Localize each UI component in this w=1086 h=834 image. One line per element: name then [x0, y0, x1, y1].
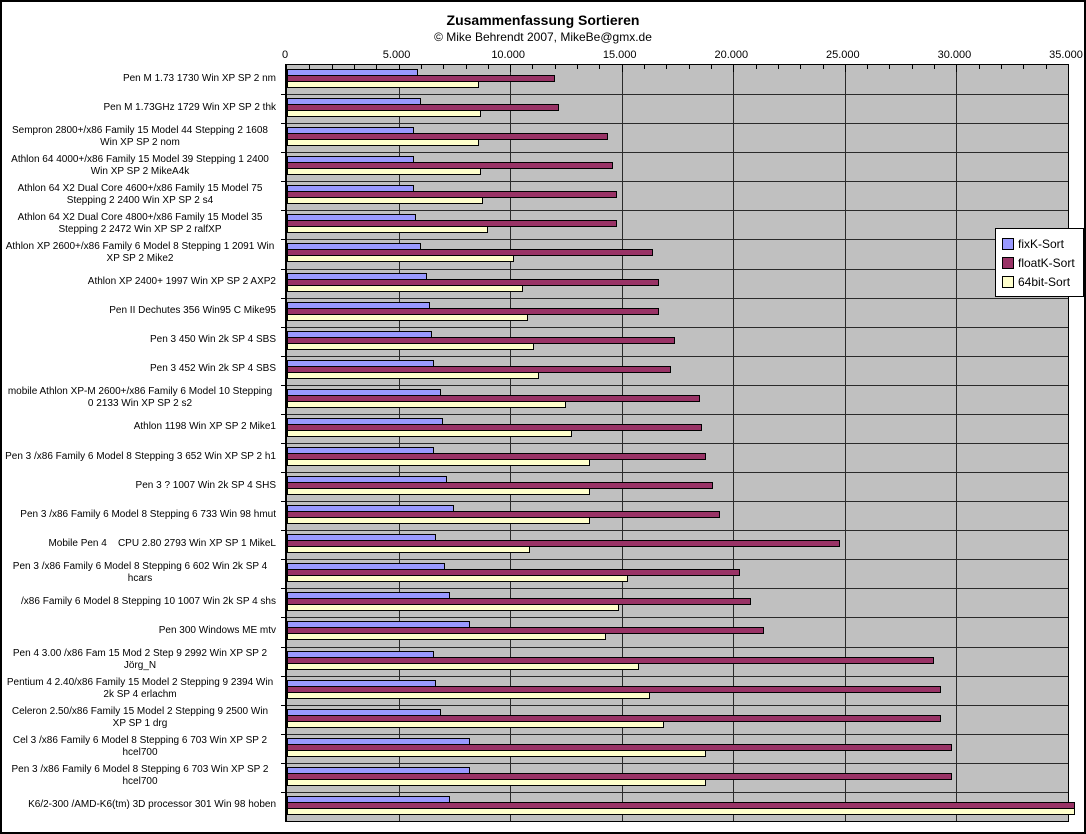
- minor-tick: [979, 65, 980, 69]
- category-gridline: [287, 588, 1068, 589]
- value-axis-tick-labels: [281, 49, 1083, 63]
- category-axis-tick: [281, 356, 286, 357]
- bar-64bit-sort: [287, 430, 572, 437]
- minor-tick: [889, 65, 890, 69]
- category-axis-tick: [281, 269, 286, 270]
- minor-tick: [555, 65, 556, 69]
- minor-tick: [421, 65, 422, 69]
- value-axis-tick-label: 20.000: [714, 49, 749, 61]
- legend: [995, 228, 1084, 297]
- category-gridline: [287, 763, 1068, 764]
- category-axis-tick: [281, 385, 286, 386]
- legend-label-64bit-sort: 64bit-Sort: [1018, 274, 1071, 289]
- bar-64bit-sort: [287, 750, 706, 757]
- category-label: Pen 300 Windows ME mtv: [158, 624, 276, 636]
- category-axis-tick: [281, 123, 286, 124]
- category-label: Pen 3 /x86 Family 6 Model 8 Stepping 6 703 Win XP SP 2 hcel700: [11, 764, 272, 788]
- category-label: Mobile Pen 4 CPU 2.80 2793 Win XP SP 1 MikeL: [48, 537, 276, 549]
- category-gridline: [287, 501, 1068, 502]
- minor-tick: [778, 65, 779, 69]
- category-gridline: [287, 414, 1068, 415]
- minor-tick: [466, 65, 467, 69]
- category-label: Sempron 2800+/x86 Family 15 Model 44 Stepping 2 1608 Win XP SP 2 nom: [11, 124, 271, 148]
- category-label: Athlon 64 X2 Dual Core 4600+/x86 Family 15 Model 75 Stepping 2 2400 Win XP SP 2 s4: [17, 182, 266, 206]
- category-gridline: [287, 472, 1068, 473]
- category-gridline: [287, 210, 1068, 211]
- bar-64bit-sort: [287, 721, 664, 728]
- minor-tick: [577, 65, 578, 69]
- category-axis-tick: [281, 647, 286, 648]
- category-axis-tick: [281, 210, 286, 211]
- legend-label-floatk-sort: floatK-Sort: [1018, 255, 1075, 270]
- bar-64bit-sort: [287, 808, 1075, 815]
- bar-64bit-sort: [287, 81, 479, 88]
- value-axis-tick-label: 5.000: [382, 49, 411, 61]
- bar-64bit-sort: [287, 343, 534, 350]
- value-axis-tick-label: 35.000: [1049, 49, 1083, 61]
- category-label: Athlon 64 4000+/x86 Family 15 Model 39 Stepping 1 2400 Win XP SP 2 MikeA4k: [11, 153, 272, 177]
- category-axis-tick: [281, 734, 286, 735]
- category-axis-tick: [281, 763, 286, 764]
- category-label: Pen 3 /x86 Family 6 Model 8 Stepping 3 652 Win XP SP 2 h1: [5, 450, 276, 462]
- category-label: Pen II Dechutes 356 Win95 C Mike95: [109, 305, 276, 317]
- bar-64bit-sort: [287, 110, 481, 117]
- category-gridline: [287, 647, 1068, 648]
- major-tick: [510, 65, 511, 72]
- minor-tick: [711, 65, 712, 69]
- value-axis-tick-label: 30.000: [937, 49, 972, 61]
- category-label: Pen 3 452 Win 2k SP 4 SBS: [149, 363, 276, 375]
- chart-title: Zusammenfassung Sortieren: [446, 12, 640, 28]
- category-gridline: [287, 734, 1068, 735]
- category-axis-tick: [281, 559, 286, 560]
- category-gridline: [287, 269, 1068, 270]
- bar-64bit-sort: [287, 285, 523, 292]
- category-gridline: [287, 298, 1068, 299]
- bar-64bit-sort: [287, 139, 479, 146]
- category-gridline: [287, 385, 1068, 386]
- category-label: Celeron 2.50/x86 Family 15 Model 2 Stepping 9 2500 Win XP SP 1 drg: [11, 706, 271, 730]
- category-gridline: [287, 617, 1068, 618]
- category-axis-tick: [281, 152, 286, 153]
- bar-64bit-sort: [287, 168, 481, 175]
- category-label: Pen 3 /x86 Family 6 Model 8 Stepping 6 733 Win 98 hmut: [20, 508, 276, 520]
- category-gridline: [287, 94, 1068, 95]
- category-axis-tick: [281, 414, 286, 415]
- bar-64bit-sort: [287, 314, 528, 321]
- category-label: Pen 3 ? 1007 Win 2k SP 4 SHS: [135, 479, 276, 491]
- minor-tick: [443, 65, 444, 69]
- value-axis-tick-label: 10.000: [491, 49, 525, 61]
- category-label: Pen 3 /x86 Family 6 Model 8 Stepping 6 602 Win 2k SP 4 hcars: [12, 560, 270, 584]
- bar-64bit-sort: [287, 692, 650, 699]
- minor-tick: [1046, 65, 1047, 69]
- bar-64bit-sort: [287, 372, 539, 379]
- bar-64bit-sort: [287, 633, 606, 640]
- bar-64bit-sort: [287, 488, 590, 495]
- category-label: Athlon 1198 Win XP SP 2 Mike1: [133, 421, 276, 433]
- category-label: K6/2-300 /AMD-K6(tm) 3D processor 301 Win 98 hoben: [28, 799, 276, 811]
- category-gridline: [287, 123, 1068, 124]
- plot-area: [285, 64, 1069, 822]
- category-gridline: [287, 705, 1068, 706]
- chart-subtitle: © Mike Behrendt 2007, MikeBe@gmx.de: [434, 30, 652, 44]
- category-label: Pentium 4 2.40/x86 Family 15 Model 2 Stepping 9 2394 Win 2k SP 4 erlachm: [6, 677, 276, 701]
- minor-tick: [488, 65, 489, 69]
- category-axis-tick: [281, 705, 286, 706]
- legend-swatch-64bit-sort: [1002, 276, 1014, 288]
- bar-64bit-sort: [287, 197, 483, 204]
- minor-tick: [1001, 65, 1002, 69]
- bar-64bit-sort: [287, 663, 639, 670]
- category-gridline: [287, 676, 1068, 677]
- category-axis-tick: [281, 617, 286, 618]
- value-axis-tick-label: 25.000: [826, 49, 860, 61]
- bar-64bit-sort: [287, 546, 530, 553]
- category-label: mobile Athlon XP-M 2600+/x86 Family 6 Model 10 Stepping 0 2133 Win XP SP 2 s2: [7, 386, 275, 410]
- category-gridline: [287, 559, 1068, 560]
- legend-item-fixk-sort: [1002, 234, 1079, 253]
- minor-tick: [823, 65, 824, 69]
- bar-64bit-sort: [287, 779, 706, 786]
- category-gridline: [287, 239, 1068, 240]
- minor-tick: [934, 65, 935, 69]
- legend-item-64bit-sort: [1002, 272, 1079, 291]
- category-label: Pen 3 450 Win 2k SP 4 SBS: [149, 334, 276, 346]
- category-gridline: [287, 181, 1068, 182]
- category-axis-tick: [281, 676, 286, 677]
- category-label: Cel 3 /x86 Family 6 Model 8 Stepping 6 703 Win XP SP 2 hcel700: [12, 735, 270, 759]
- category-axis-tick: [281, 792, 286, 793]
- minor-tick: [756, 65, 757, 69]
- bar-64bit-sort: [287, 459, 590, 466]
- minor-tick: [867, 65, 868, 69]
- major-tick: [845, 65, 846, 72]
- minor-tick: [599, 65, 600, 69]
- category-axis-tick: [281, 501, 286, 502]
- category-label: /x86 Family 6 Model 8 Stepping 10 1007 Win 2k SP 4 shs: [21, 595, 276, 607]
- bar-64bit-sort: [287, 226, 488, 233]
- category-axis-tick: [281, 472, 286, 473]
- bar-64bit-sort: [287, 575, 628, 582]
- legend-swatch-floatk-sort: [1002, 257, 1014, 269]
- legend-label-fixk-sort: fixK-Sort: [1018, 236, 1065, 251]
- category-gridline: [287, 530, 1068, 531]
- value-axis-tick-label: 0: [281, 49, 289, 61]
- legend-swatch-fixk-sort: [1002, 238, 1014, 250]
- category-axis-labels: [4, 64, 281, 822]
- category-axis-tick: [281, 239, 286, 240]
- bar-64bit-sort: [287, 255, 514, 262]
- category-axis-tick: [281, 94, 286, 95]
- minor-tick: [800, 65, 801, 69]
- category-label: Pen M 1.73GHz 1729 Win XP SP 2 thk: [103, 101, 276, 113]
- minor-tick: [532, 65, 533, 69]
- bar-64bit-sort: [287, 401, 566, 408]
- major-tick: [956, 65, 957, 72]
- bar-64bit-sort: [287, 517, 590, 524]
- category-label: Athlon 64 X2 Dual Core 4800+/x86 Family 15 Model 35 Stepping 2 2472 Win XP SP 2 ralfXP: [17, 211, 266, 235]
- category-label: Pen 4 3.00 /x86 Fam 15 Mod 2 Step 9 2992 Win XP SP 2 Jörg_N: [12, 648, 270, 672]
- category-label: Athlon XP 2400+ 1997 Win XP SP 2 AXP2: [87, 276, 276, 288]
- category-label: Pen M 1.73 1730 Win XP SP 2 nm: [122, 72, 276, 84]
- major-tick: [622, 65, 623, 72]
- category-axis-tick: [281, 588, 286, 589]
- minor-tick: [644, 65, 645, 69]
- category-axis-tick: [281, 443, 286, 444]
- minor-tick: [1023, 65, 1024, 69]
- category-gridline: [287, 356, 1068, 357]
- category-gridline: [287, 327, 1068, 328]
- category-label: Athlon XP 2600+/x86 Family 6 Model 8 Stepping 1 2091 Win XP SP 2 Mike2: [5, 240, 278, 264]
- category-axis-tick: [281, 327, 286, 328]
- category-gridline: [287, 792, 1068, 793]
- category-axis-tick: [281, 530, 286, 531]
- category-gridline: [287, 443, 1068, 444]
- legend-item-floatk-sort: [1002, 253, 1079, 272]
- bar-64bit-sort: [287, 604, 619, 611]
- minor-tick: [689, 65, 690, 69]
- minor-tick: [666, 65, 667, 69]
- minor-tick: [912, 65, 913, 69]
- value-axis-tick-label: 15.000: [602, 49, 637, 61]
- category-gridline: [287, 152, 1068, 153]
- category-axis-tick: [281, 181, 286, 182]
- major-tick: [733, 65, 734, 72]
- category-axis-tick: [281, 298, 286, 299]
